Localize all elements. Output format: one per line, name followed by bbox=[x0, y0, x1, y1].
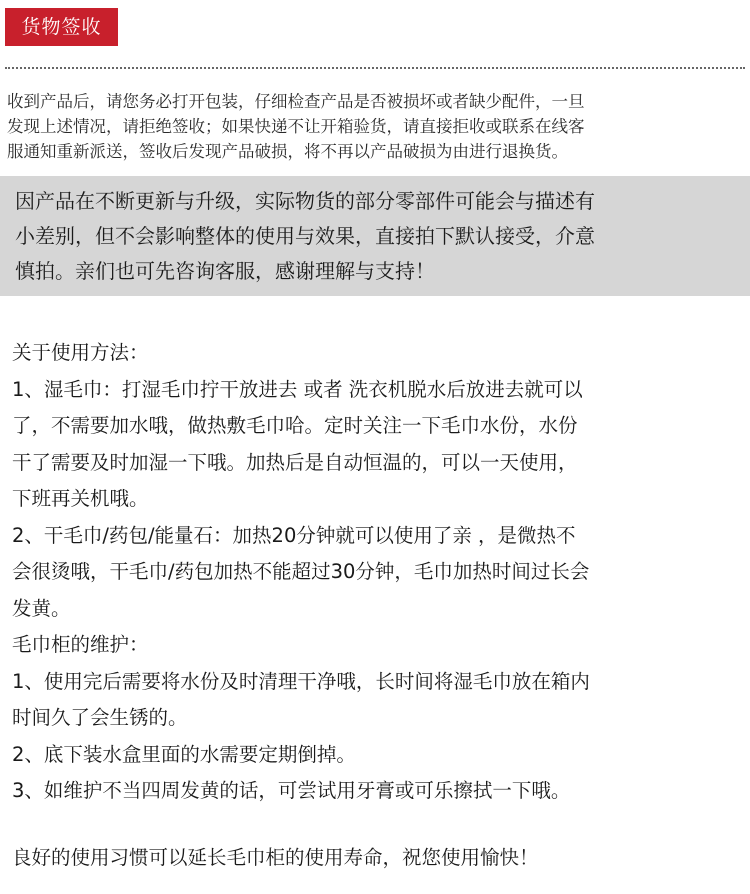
notice-line: 发现上述情况，请拒绝签收；如果快递不让开箱验货，请直接拒收或联系在线客 bbox=[7, 117, 585, 136]
maintenance-line: 3、如维护不当四周发黄的话，可尝试用牙膏或可乐擦拭一下哦。 bbox=[12, 779, 571, 802]
update-notice-line: 小差别，但不会影响整体的使用与效果，直接拍下默认接受，介意 bbox=[15, 224, 595, 248]
maintenance-line: 1、使用完后需要将水份及时清理干净哦，长时间将湿毛巾放在箱内 bbox=[12, 669, 590, 693]
usage-line: 下班再关机哦。 bbox=[12, 487, 149, 510]
usage-instructions bbox=[12, 335, 744, 810]
usage-heading: 关于使用方法： bbox=[12, 341, 149, 364]
inspection-notice bbox=[7, 89, 745, 164]
usage-line: 2、干毛巾/药包/能量石：加热20分钟就可以使用了亲 ，是微热不 bbox=[12, 523, 576, 547]
dotted-divider bbox=[5, 67, 745, 69]
notice-line: 服通知重新派送，签收后发现产品破损，将不再以产品破损为由进行退换货。 bbox=[7, 142, 568, 161]
usage-line: 了，不需要加水哦，做热敷毛巾哈。定时关注一下毛巾水份，水份 bbox=[12, 414, 578, 437]
maintenance-heading: 毛巾柜的维护： bbox=[12, 633, 149, 656]
notice-line: 收到产品后，请您务必打开包装，仔细检查产品是否被损坏或者缺少配件，一旦 bbox=[7, 92, 585, 111]
usage-line: 干了需要及时加湿一下哦。加热后是自动恒温的，可以一天使用， bbox=[12, 450, 578, 474]
maintenance-line: 时间久了会生锈的。 bbox=[12, 706, 188, 729]
usage-line: 发黄。 bbox=[12, 596, 71, 620]
update-notice-line: 慎拍。亲们也可先咨询客服，感谢理解与支持！ bbox=[15, 259, 435, 283]
usage-line: 1、湿毛巾：打湿毛巾拧干放进去 或者 洗衣机脱水后放进去就可以 bbox=[12, 377, 583, 401]
update-notice-text bbox=[15, 184, 745, 289]
update-notice-line: 因产品在不断更新与升级，实际物货的部分零部件可能会与描述有 bbox=[15, 189, 595, 213]
maintenance-line: 2、底下装水盒里面的水需要定期倒掉。 bbox=[12, 742, 356, 766]
usage-line: 会很烫哦，干毛巾/药包加热不能超过30分钟，毛巾加热时间过长会 bbox=[12, 560, 590, 583]
closing-message: 良好的使用习惯可以延长毛巾柜的使用寿命，祝您使用愉快！ bbox=[12, 846, 539, 869]
section-title-tag: 货物签收 bbox=[5, 8, 118, 46]
